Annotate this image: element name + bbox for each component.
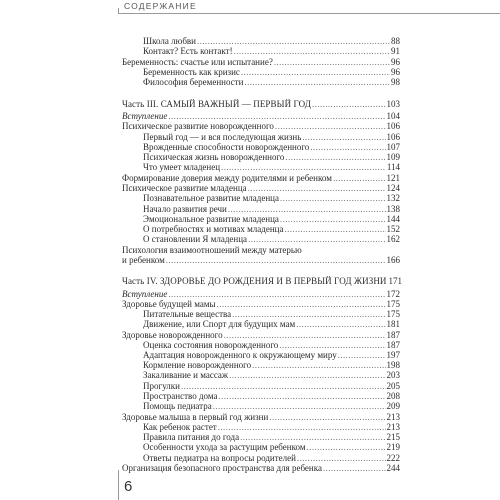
toc-entry (122, 121, 400, 131)
toc-entry-page: 197 (386, 350, 400, 360)
toc-entry-page: 209 (386, 401, 400, 411)
toc-entry-page: 104 (386, 111, 400, 121)
toc-leader-dots (248, 234, 385, 244)
toc-entry-title: Оценка состояния новорожденного (143, 340, 279, 350)
toc-entry-page: 91 (391, 46, 400, 56)
toc-entry (122, 224, 400, 234)
running-head: СОДЕРЖАНИЕ (124, 1, 197, 11)
toc-entry-page: 96 (391, 57, 400, 67)
toc-leader-dots (217, 299, 386, 309)
toc-entry (122, 234, 400, 244)
toc-entry (122, 142, 400, 152)
toc-leader-dots (218, 422, 386, 432)
toc-entry (122, 453, 400, 463)
toc-leader-dots (312, 99, 386, 109)
toc-leader-dots (274, 57, 390, 67)
toc-entry-page: 109 (386, 152, 400, 162)
toc-leader-dots (218, 391, 385, 401)
toc-entry (122, 152, 400, 162)
toc-leader-dots (229, 370, 385, 380)
toc-entry-page: 124 (386, 183, 400, 193)
toc-entry (122, 173, 400, 183)
toc-entry (122, 255, 400, 265)
toc-entry-title: Кормление новорожденного (143, 360, 252, 370)
toc-entry-title: Здоровье будущей мамы (122, 299, 216, 309)
toc-entry-title: Философия беременности (143, 77, 244, 87)
toc-entry (122, 245, 400, 255)
toc-entry-page: 187 (386, 340, 400, 350)
header-rule (118, 13, 500, 14)
toc-entry-title: Прогулки (143, 381, 180, 391)
toc-leader-dots (252, 360, 385, 370)
toc-entry-title: О потребностях и мотивах младенца (143, 224, 284, 234)
toc-entry-title: Ответы педиатра на вопросы родителей (143, 453, 296, 463)
toc-leader-dots (248, 183, 386, 193)
toc-entry-page: 144 (386, 214, 400, 224)
toc-entry-page: 96 (391, 67, 400, 77)
toc-entry-title: Контакт? Есть контакт! (143, 46, 233, 56)
toc-entry-title: Правила питания до года (143, 432, 240, 442)
toc-entry-page: 208 (386, 391, 400, 401)
toc-entry-title: Организация безопасного пространства для ребенка (122, 463, 322, 473)
toc-entry (122, 330, 400, 340)
toc-leader-dots (285, 152, 385, 162)
toc-entry-title: Питательные вещества (143, 309, 232, 319)
toc-entry-title: и ребенком (122, 255, 165, 265)
toc-entry (122, 77, 400, 87)
toc-entry-page: 175 (386, 309, 400, 319)
toc-leader-dots (224, 330, 386, 340)
toc-entry-title: Адаптация новорожденного к окружающему миру (143, 350, 337, 360)
toc-entry (122, 299, 400, 309)
toc-leader-dots (166, 255, 386, 265)
toc-leader-dots (240, 432, 385, 442)
toc-part-heading (122, 276, 403, 286)
toc-entry-title: Психическое развитие младенца (122, 183, 247, 193)
toc-entry-page: 215 (386, 432, 400, 442)
toc-entry (122, 111, 400, 121)
toc-part-heading (122, 99, 400, 109)
toc-entry-page: 205 (386, 381, 400, 391)
toc-entry-title: Часть III. САМЫЙ ВАЖНЫЙ — ПЕРВЫЙ ГОД (122, 99, 311, 109)
toc-entry-page: 175 (386, 299, 400, 309)
toc-entry (122, 57, 400, 67)
toc-entry-page: 198 (386, 360, 400, 370)
toc-leader-dots (213, 401, 386, 411)
toc-leader-dots (333, 173, 386, 183)
toc-entry-page: 172 (386, 289, 400, 299)
toc-entry-title: Часть IV. ЗДОРОВЬЕ ДО РОЖДЕНИЯ И В ПЕРВЫЙ ГОД ЖИЗНИ (122, 276, 387, 286)
toc-leader-dots (284, 224, 385, 234)
toc-entry-page: 138 (386, 204, 400, 214)
toc-entry (122, 442, 400, 452)
toc-entry-title: Здоровье новорожденного (122, 330, 223, 340)
toc-leader-dots (168, 111, 385, 121)
toc-entry-page: 213 (386, 412, 400, 422)
toc-entry-page: 107 (386, 142, 400, 152)
toc-entry-title: Как ребенок растет (143, 422, 217, 432)
toc-entry (122, 401, 400, 411)
toc-entry-page: 121 (386, 173, 400, 183)
toc-entry-title: Движение, или Спорт для будущих мам (143, 319, 296, 329)
toc-entry-page: 114 (386, 162, 400, 172)
header-rule-tick (118, 8, 119, 14)
toc-leader-dots (296, 319, 385, 329)
toc-entry (122, 204, 400, 214)
toc-entry-title: Помощь педиатра (143, 401, 212, 411)
toc-leader-dots (228, 204, 386, 214)
toc-leader-dots (280, 214, 386, 224)
toc-entry (122, 183, 400, 193)
toc-entry (122, 391, 400, 401)
toc-leader-dots (280, 193, 386, 203)
toc-entry (122, 432, 400, 442)
footer-rule (118, 470, 119, 500)
toc-entry-title: Закаливание и массаж (143, 370, 229, 380)
toc-leader-dots (323, 463, 386, 473)
page-number: 6 (124, 478, 133, 495)
toc-leader-dots (302, 132, 385, 142)
toc-entry-page: 98 (391, 77, 400, 87)
toc-entry (122, 340, 400, 350)
toc-leader-dots (197, 36, 390, 46)
toc-entry (122, 36, 400, 46)
toc-entry (122, 193, 400, 203)
toc-entry (122, 463, 400, 473)
toc-entry-page: 244 (386, 463, 400, 473)
toc-leader-dots (232, 309, 385, 319)
toc-entry (122, 319, 400, 329)
toc-entry-page: 181 (386, 319, 400, 329)
toc-entry (122, 422, 400, 432)
toc-entry-page: 103 (386, 99, 400, 109)
toc-entry-title: Психическая жизнь новорожденного (143, 152, 285, 162)
toc-entry-title: Пространство дома (143, 391, 218, 401)
toc-entry-page: 222 (386, 453, 400, 463)
toc-leader-dots (241, 67, 390, 77)
toc-entry-title: Познавательное развитие младенца (143, 193, 279, 203)
toc-entry-title: Начало развития речи (143, 204, 227, 214)
toc-leader-dots (269, 412, 385, 422)
toc-leader-dots (310, 142, 385, 152)
toc-entry-page: 187 (386, 330, 400, 340)
toc-leader-dots (181, 381, 386, 391)
toc-entry-page: 132 (386, 193, 400, 203)
toc-leader-dots (234, 46, 390, 56)
toc-entry-page: 106 (386, 121, 400, 131)
toc-entry-page: 152 (386, 224, 400, 234)
toc-entry-page: 106 (386, 132, 400, 142)
toc-entry-title: О становлении Я младенца (143, 234, 248, 244)
toc-entry (122, 381, 400, 391)
toc-leader-dots (168, 289, 385, 299)
toc-entry-title: Эмоциональное развитие младенца (143, 214, 279, 224)
toc-entry (122, 289, 400, 299)
toc-leader-dots (338, 350, 386, 360)
toc-entry-title: Особенности ухода за растущим ребенком (143, 442, 306, 452)
toc-entry (122, 67, 400, 77)
toc-leader-dots (307, 442, 386, 452)
toc-entry-page: 162 (386, 234, 400, 244)
toc-entry-title: Что умеет младенец (143, 162, 221, 172)
toc-entry-title: Беременность как кризис (143, 67, 240, 77)
toc-leader-dots (221, 162, 386, 172)
toc-entry-title: Школа любви (143, 36, 196, 46)
toc-entry (122, 214, 400, 224)
toc-entry-title: Первый год — и вся последующая жизнь (143, 132, 302, 142)
toc-leader-dots (297, 453, 386, 463)
toc-entry (122, 162, 400, 172)
toc-entry-title: Психическое развитие новорожденного (122, 121, 274, 131)
toc-entry (122, 370, 400, 380)
toc-entry (122, 132, 400, 142)
toc-leader-dots (279, 340, 385, 350)
toc-entry-title: Здоровье малыша в первый год жизни (122, 412, 269, 422)
toc-entry-title: Психология взаимоотношений между матерью (122, 245, 302, 255)
toc-entry-page: 219 (386, 442, 400, 452)
toc-entry-title: Беременность: счастье или испытание? (122, 57, 273, 67)
toc-entry (122, 46, 400, 56)
toc-entry-title: Вступление (122, 111, 168, 121)
toc-entry-page: 213 (386, 422, 400, 432)
toc-entry (122, 360, 400, 370)
toc-entry-title: Врожденные способности новорожденного (143, 142, 310, 152)
toc-entry (122, 309, 400, 319)
toc-entry (122, 412, 400, 422)
toc-entry (122, 350, 400, 360)
toc-entry-page: 88 (391, 36, 400, 46)
toc-entry-page: 166 (386, 255, 400, 265)
toc-entry-title: Формирование доверия между родителями и ребенком (122, 173, 332, 183)
toc-leader-dots (244, 77, 390, 87)
toc-leader-dots (275, 121, 386, 131)
toc-entry-page: 203 (386, 370, 400, 380)
toc-entry-page: 171 (388, 276, 403, 286)
toc-entry-title: Вступление (122, 289, 168, 299)
